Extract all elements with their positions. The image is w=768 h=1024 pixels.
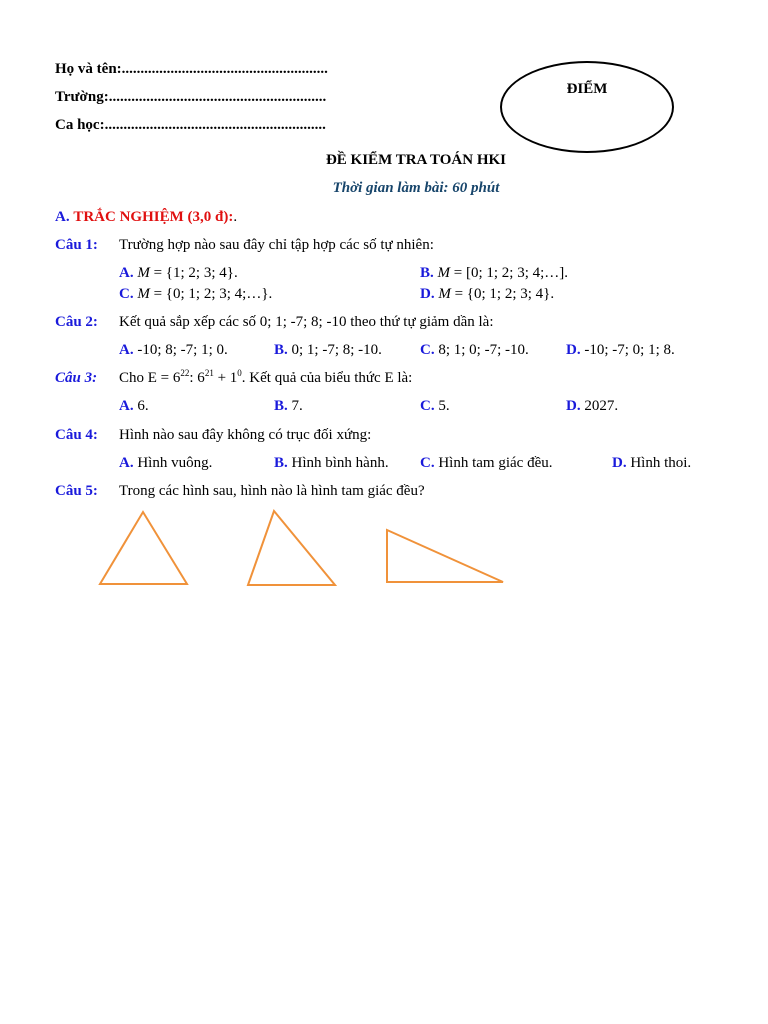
triangle-2	[248, 511, 335, 585]
q1-option-d-letter: D.	[420, 286, 435, 302]
q1-option-b-letter: B.	[420, 265, 434, 281]
q2-option-b-letter: B.	[274, 342, 288, 358]
q3-option-a	[119, 397, 149, 415]
q1-option-c-text: = {0; 1; 2; 3; 4;…}.	[149, 286, 273, 302]
q2-option-d	[566, 341, 675, 359]
q1-option-a-var: M	[137, 265, 150, 281]
score-box	[500, 61, 674, 153]
q3-option-b-letter: B.	[274, 398, 288, 414]
q3-option-c	[420, 397, 450, 415]
q1-option-b-var: M	[437, 265, 451, 281]
shift-line: Ca học:...........................................................	[55, 117, 326, 133]
q1-option-d	[420, 285, 554, 303]
q3-option-b	[274, 397, 303, 415]
q1-option-a	[119, 264, 238, 282]
q1-option-b	[420, 264, 568, 282]
q3-option-d-letter: D.	[566, 398, 581, 414]
q4-text: Hình nào sau đây không có trục đối xứng:	[119, 427, 372, 443]
q2-option-c-text: 8; 1; 0; -7; -10.	[434, 342, 529, 358]
q1-option-a-text: = {1; 2; 3; 4}.	[149, 265, 238, 281]
q1-option-a-letter: A.	[119, 265, 134, 281]
q4-option-c	[420, 454, 552, 472]
section-a-suffix: .	[233, 209, 238, 225]
q3-option-c-letter: C.	[420, 398, 435, 414]
q4-label: Câu 4:	[55, 427, 98, 443]
q4-option-c-text: Hình tam giác đều.	[434, 455, 553, 471]
q1-option-b-text: = [0; 1; 2; 3; 4;…].	[450, 265, 569, 281]
q4-option-a	[119, 454, 212, 472]
q4-option-b-text: Hình bình hành.	[287, 455, 389, 471]
triangle-1-equilateral	[100, 512, 187, 584]
school-line: Trường:..........................................................	[55, 89, 327, 105]
q3-text-part3: + 1	[213, 370, 238, 386]
q3-option-a-text: 6.	[133, 398, 149, 414]
exam-title: ĐỀ KIỂM TRA TOÁN HKI	[325, 152, 507, 168]
q5-text: Trong các hình sau, hình nào là hình tam giác đều?	[119, 483, 425, 499]
q3-exponent-2: 21	[204, 368, 214, 378]
q4-option-b-letter: B.	[274, 455, 288, 471]
section-a-heading	[55, 208, 237, 226]
q3-option-d-text: 2027.	[580, 398, 619, 414]
q1-option-d-text: = {0; 1; 2; 3; 4}.	[450, 286, 555, 302]
q3-text	[119, 369, 412, 387]
q3-text-part4: . Kết quả của biểu thức E là:	[241, 370, 413, 386]
q4-option-d-text: Hình thoi.	[626, 455, 692, 471]
q3-text-part2: : 6	[189, 370, 205, 386]
q3-exponent-1: 22	[180, 368, 190, 378]
q3-option-b-text: 7.	[287, 398, 303, 414]
q1-label: Câu 1:	[55, 237, 98, 253]
exam-time: Thời gian làm bài: 60 phút	[332, 180, 500, 196]
q2-label: Câu 2:	[55, 314, 98, 330]
q4-option-b	[274, 454, 389, 472]
q1-option-c	[119, 285, 272, 303]
q5-label: Câu 5:	[55, 483, 98, 499]
q3-exponent-3: 0	[237, 368, 242, 378]
q2-option-a-letter: A.	[119, 342, 134, 358]
q3-text-part1: Cho E = 6	[119, 370, 181, 386]
q2-option-a	[119, 341, 228, 359]
q2-option-a-text: -10; 8; -7; 1; 0.	[133, 342, 228, 358]
q1-option-c-var: M	[137, 286, 150, 302]
q3-option-c-text: 5.	[434, 398, 450, 414]
q2-option-b-text: 0; 1; -7; 8; -10.	[287, 342, 382, 358]
q1-option-c-letter: C.	[119, 286, 134, 302]
section-a-title: TRẮC NGHIỆM (3,0 đ):	[73, 209, 234, 225]
q2-option-c-letter: C.	[420, 342, 435, 358]
name-line: Họ và tên:.......................................................	[55, 61, 328, 77]
q2-option-d-text: -10; -7; 0; 1; 8.	[580, 342, 675, 358]
triangles-figure	[90, 505, 520, 595]
q2-text: Kết quả sắp xếp các số 0; 1; -7; 8; -10 theo thứ tự giảm dần là:	[119, 314, 494, 330]
q4-option-d	[612, 454, 691, 472]
q3-option-a-letter: A.	[119, 398, 134, 414]
triangle-3-right	[387, 530, 503, 582]
q4-option-a-letter: A.	[119, 455, 134, 471]
q3-label: Câu 3:	[55, 370, 98, 386]
section-a-prefix: A.	[55, 209, 70, 225]
score-label: ĐIỂM	[566, 81, 608, 97]
q4-option-d-letter: D.	[612, 455, 627, 471]
q4-option-c-letter: C.	[420, 455, 435, 471]
q2-option-d-letter: D.	[566, 342, 581, 358]
q2-option-b	[274, 341, 382, 359]
q1-option-d-var: M	[438, 286, 451, 302]
q1-text: Trường hợp nào sau đây chỉ tập hợp các số tự nhiên:	[119, 237, 434, 253]
q2-option-c	[420, 341, 529, 359]
q4-option-a-text: Hình vuông.	[133, 455, 213, 471]
q3-option-d	[566, 397, 618, 415]
